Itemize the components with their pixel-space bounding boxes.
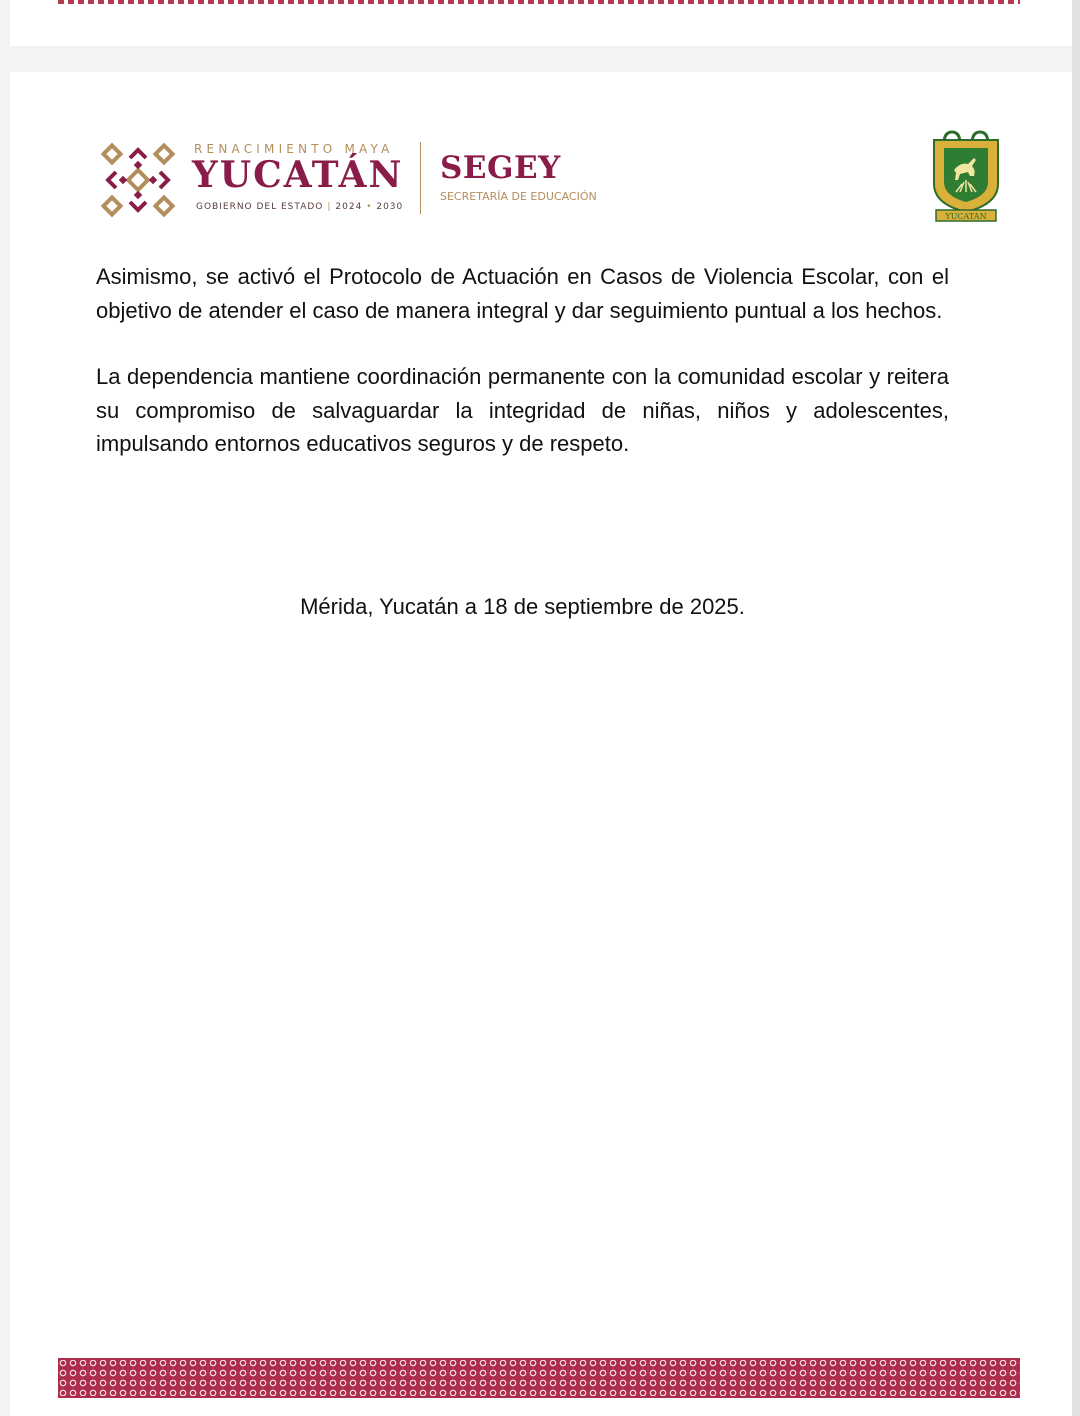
scrollbar[interactable] bbox=[1072, 0, 1080, 1416]
body-paragraph-2: La dependencia mantiene coordinación permanente con la comunidad escolar y reitera su compromiso de salvaguardar la integridad de niñas, niños y adolescentes, impulsando entornos educativos seguros y de respeto. bbox=[96, 364, 949, 456]
gobierno-yucatan-logo bbox=[100, 138, 600, 218]
maya-glyph-icon bbox=[100, 142, 176, 218]
letterhead bbox=[10, 72, 1072, 232]
place-and-date: Mérida, Yucatán a 18 de septiembre de 2025. bbox=[300, 594, 745, 619]
logo-state-name: YUCATÁN bbox=[192, 154, 404, 196]
document-body bbox=[96, 260, 949, 494]
footer-band-top-edge bbox=[58, 1358, 1020, 1360]
previous-page-remnant bbox=[10, 0, 1072, 46]
footer-decorative-band bbox=[58, 1358, 1020, 1398]
logo-separator: | bbox=[327, 202, 332, 212]
logo-period-end: 2030 bbox=[376, 202, 404, 212]
agency-acronym: SEGEY bbox=[440, 150, 561, 186]
logo-government-label: GOBIERNO DEL ESTADO bbox=[196, 202, 324, 212]
previous-page-footer-band bbox=[58, 0, 1020, 4]
footer-band-bottom-edge bbox=[58, 1396, 1020, 1398]
body-paragraph-1: Asimismo, se activó el Protocolo de Actuación en Casos de Violencia Escolar, con el objetivo de atender el caso de manera integral y dar seguimiento puntual a los hechos. bbox=[96, 264, 949, 323]
yucatan-coat-of-arms-icon bbox=[930, 130, 1002, 222]
logo-divider bbox=[420, 142, 421, 214]
agency-full-name: SECRETARÍA DE EDUCACIÓN bbox=[440, 190, 597, 203]
logo-tagline: RENACIMIENTO MAYA bbox=[194, 142, 394, 156]
logo-period-dot: • bbox=[362, 202, 377, 212]
document-page bbox=[10, 72, 1072, 1416]
logo-subline bbox=[196, 202, 403, 212]
coat-label: YUCATAN bbox=[945, 212, 987, 221]
logo-period-start: 2024 bbox=[335, 202, 363, 212]
